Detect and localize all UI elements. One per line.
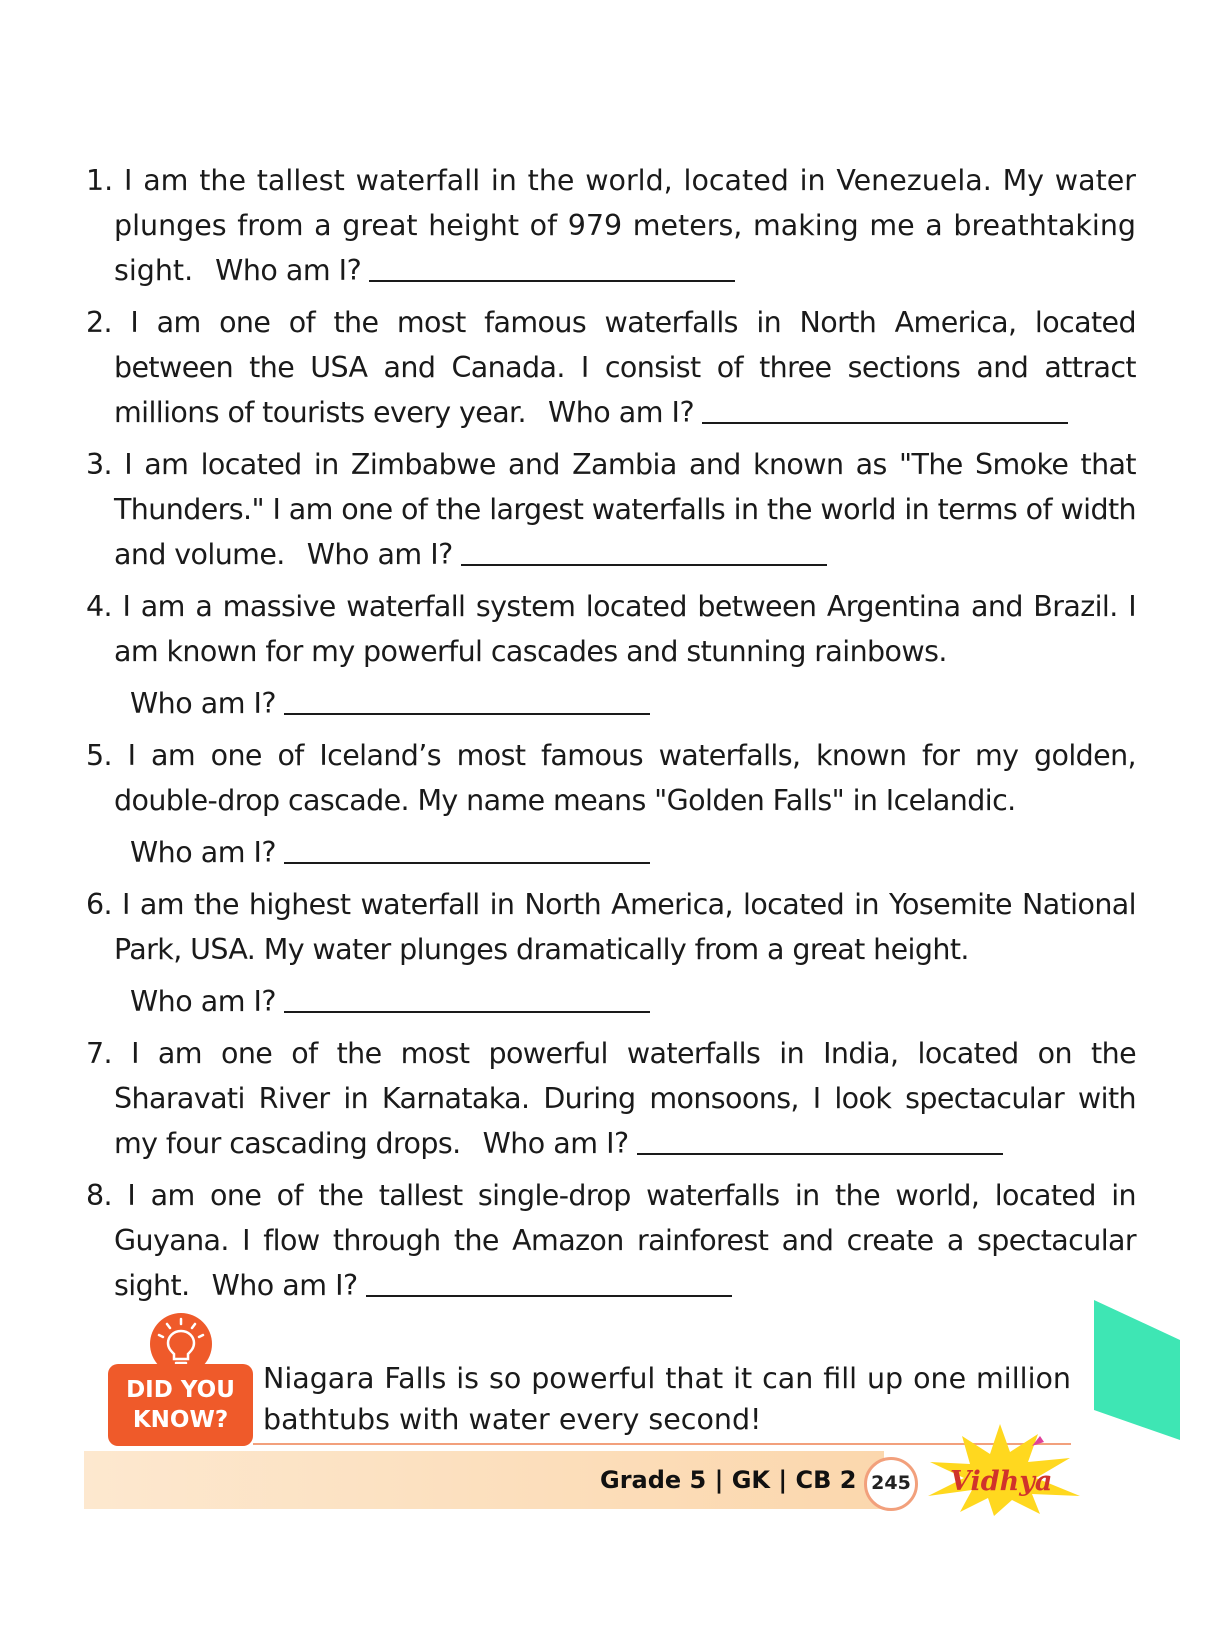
question-text: I am the highest waterfall in North America, located in Yosemite National Park, USA. My water plunges dramatically from a great height. <box>114 888 1136 966</box>
question-text: I am located in Zimbabwe and Zambia and known as "The Smoke that Thunders." I am one of the largest waterfalls in the world in terms of width and volume. <box>114 448 1136 571</box>
question-8 <box>86 1173 1136 1308</box>
answer-blank[interactable] <box>284 981 650 1013</box>
who-am-i-label: Who am I? <box>130 836 277 869</box>
question-number: 4. <box>86 590 112 623</box>
badge-line-1: DID YOU <box>126 1377 235 1403</box>
question-3 <box>86 442 1136 577</box>
who-am-i-label: Who am I? <box>548 396 695 429</box>
who-am-i-label: Who am I? <box>215 254 362 287</box>
who-am-i-label: Who am I? <box>211 1269 358 1302</box>
question-list <box>86 158 1136 1315</box>
who-am-i-label: Who am I? <box>130 687 277 720</box>
footer-label: Grade 5 | GK | CB 2 <box>600 1466 857 1494</box>
question-2 <box>86 300 1136 435</box>
answer-blank[interactable] <box>702 392 1068 424</box>
question-5 <box>86 733 1136 875</box>
did-you-know-fact: Niagara Falls is so powerful that it can fill up one million bathtubs with water every second! <box>263 1362 1071 1436</box>
question-1 <box>86 158 1136 293</box>
question-number: 2. <box>86 306 112 339</box>
question-number: 3. <box>86 448 112 481</box>
question-number: 6. <box>86 888 112 921</box>
question-6 <box>86 882 1136 1024</box>
question-text: I am a massive waterfall system located between Argentina and Brazil. I am known for my powerful cascades and stunning rainbows. <box>114 590 1136 668</box>
question-number: 5. <box>86 739 112 772</box>
question-7 <box>86 1031 1136 1166</box>
who-am-i-label: Who am I? <box>306 538 453 571</box>
answer-blank[interactable] <box>369 250 735 282</box>
page-number: 245 <box>871 1472 911 1494</box>
answer-blank[interactable] <box>284 832 650 864</box>
question-number: 1. <box>86 164 114 197</box>
question-4 <box>86 584 1136 726</box>
answer-blank[interactable] <box>366 1265 732 1297</box>
brand-logo-text: Vidhya <box>950 1466 1053 1497</box>
who-am-i-label: Who am I? <box>130 985 277 1018</box>
question-text: I am one of the most famous waterfalls in North America, located between the USA and Canada. I consist of three sections and attract millions of tourists every year. <box>114 306 1136 429</box>
question-text: I am one of Iceland’s most famous waterfalls, known for my golden, double-drop cascade. My name means "Golden Falls" in Icelandic. <box>114 739 1137 817</box>
side-tab-decoration <box>1094 1300 1184 1445</box>
question-text: I am one of the most powerful waterfalls in India, located on the Sharavati River in Karnataka. During monsoons, I look spectacular with my four cascading drops. <box>114 1037 1137 1160</box>
question-text: I am the tallest waterfall in the world, located in Venezuela. My water plunges from a great height of 979 meters, making me a breathtaking sight. <box>114 164 1137 287</box>
question-number: 8. <box>86 1179 112 1212</box>
question-text: I am one of the tallest single-drop waterfalls in the world, located in Guyana. I flow through the Amazon rainforest and create a spectacular sight. <box>114 1179 1136 1302</box>
who-am-i-label: Who am I? <box>482 1127 629 1160</box>
did-you-know-badge <box>108 1364 253 1446</box>
answer-blank[interactable] <box>637 1123 1003 1155</box>
question-number: 7. <box>86 1037 112 1070</box>
answer-blank[interactable] <box>284 683 650 715</box>
answer-blank[interactable] <box>461 534 827 566</box>
badge-line-2: KNOW? <box>132 1407 229 1433</box>
